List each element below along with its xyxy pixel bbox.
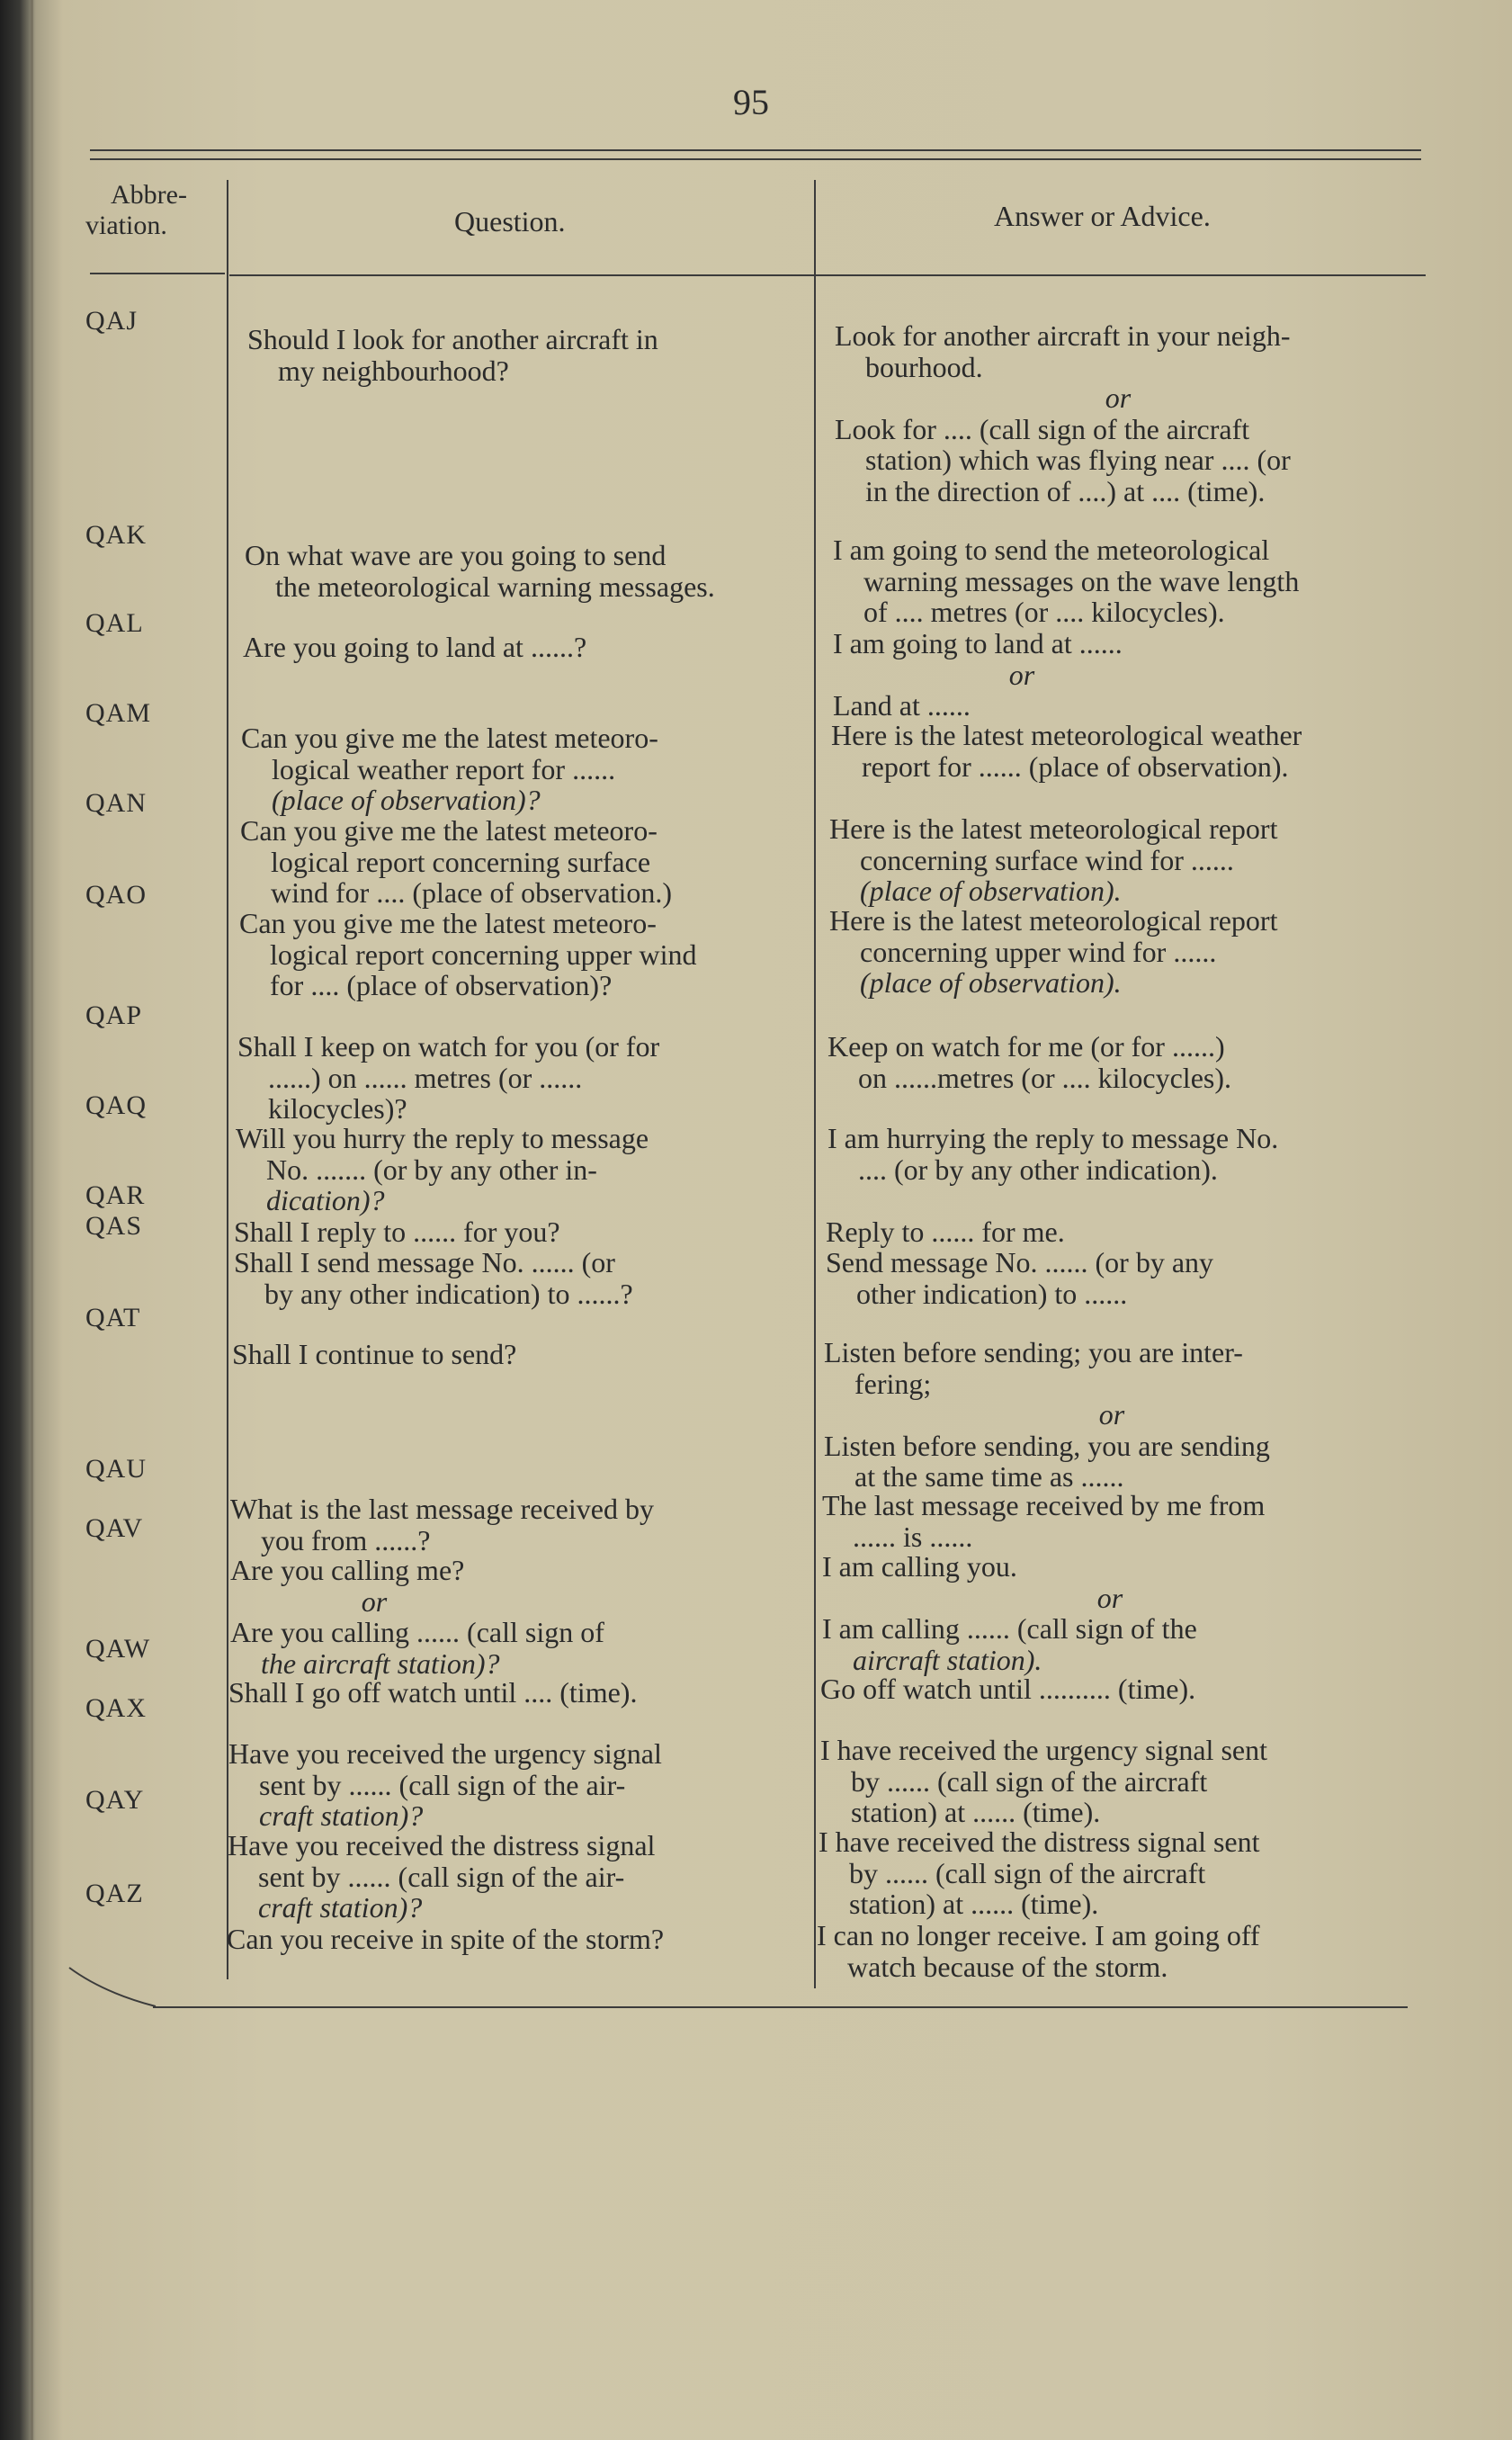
- question-header: Question.: [454, 205, 566, 238]
- question-line: for .... (place of observation)?: [270, 969, 613, 1001]
- question-line: Can you receive in spite of the storm?: [227, 1923, 665, 1955]
- answer-or: or: [1096, 1581, 1123, 1614]
- answer-QAM: [831, 720, 1434, 782]
- abbreviation-QAV: QAV: [85, 1513, 144, 1543]
- answer-QAS: [826, 1247, 1428, 1309]
- question-line: craft station)?: [258, 1891, 423, 1924]
- answer-line: watch because of the storm.: [847, 1950, 1168, 1983]
- answer-line: I am hurrying the reply to message No.: [828, 1122, 1279, 1154]
- answer-QAY: [819, 1826, 1421, 1920]
- answer-line: station) at ...... (time).: [849, 1888, 1099, 1920]
- question-line: Have you received the urgency signal: [228, 1737, 662, 1770]
- column-divider-left: [227, 180, 228, 1979]
- answer-line: station) which was flying near .... (or: [865, 444, 1291, 476]
- question-QAK: [245, 540, 811, 602]
- question-line: Are you calling me?: [230, 1554, 465, 1586]
- question-line: wind for .... (place of observation.): [271, 876, 673, 909]
- abbreviation-QAK: QAK: [85, 520, 147, 550]
- question-line: On what wave are you going to send: [245, 539, 667, 571]
- abbreviation-QAZ: QAZ: [85, 1879, 144, 1908]
- answer-line: station) at ...... (time).: [851, 1796, 1101, 1828]
- answer-QAO: [829, 905, 1432, 999]
- question-line: Shall I go off watch until .... (time).: [228, 1676, 638, 1709]
- answer-line: Listen before sending; you are inter-: [824, 1336, 1243, 1368]
- answer-line: report for ...... (place of observation).: [862, 749, 1289, 783]
- answer-line: at the same time as ......: [854, 1460, 1124, 1493]
- answer-QAK: [833, 534, 1436, 628]
- answer-QAR: [826, 1216, 1428, 1248]
- question-line: Have you received the distress signal: [228, 1829, 656, 1861]
- answer-line: concerning surface wind for ......: [860, 843, 1234, 876]
- answer-line: on ......metres (or .... kilocycles).: [858, 1061, 1231, 1094]
- answer-line: aircraft station).: [853, 1643, 1042, 1676]
- question-line: Can you give me the latest meteoro-: [239, 907, 657, 939]
- question-QAX: [228, 1738, 795, 1832]
- answer-line: fering;: [854, 1367, 932, 1400]
- answer-QAN: [829, 813, 1432, 907]
- page-binding-edge: [31, 0, 33, 2440]
- question-line: sent by ...... (call sign of the air-: [259, 1768, 626, 1801]
- abbreviation-QAR: QAR: [85, 1180, 146, 1210]
- top-rule-2: [90, 158, 1421, 160]
- answer-line: by ...... (call sign of the aircraft: [851, 1764, 1208, 1798]
- answer-line: I have received the urgency signal sent: [820, 1734, 1267, 1766]
- answer-line: I am going to send the meteorological: [833, 534, 1270, 566]
- answer-QAL: [833, 628, 1436, 722]
- question-QAV: [230, 1555, 797, 1679]
- answer-line: Keep on watch for me (or for ......): [828, 1030, 1225, 1063]
- question-line: Shall I keep on watch for you (or for: [237, 1030, 660, 1063]
- question-line: Are you going to land at ......?: [243, 631, 587, 663]
- bottom-rule: [153, 2006, 1408, 2008]
- answer-line: I am calling you.: [822, 1550, 1017, 1583]
- answer-or: or: [1008, 658, 1035, 691]
- question-QAT: [232, 1339, 799, 1370]
- question-QAO: [239, 908, 806, 1001]
- answer-line: Send message No. ...... (or by any: [826, 1246, 1214, 1278]
- question-QAZ: [227, 1924, 793, 1955]
- answer-line: I am going to land at ......: [833, 627, 1123, 659]
- abbreviation-QAX: QAX: [85, 1693, 147, 1723]
- answer-QAT: [824, 1337, 1427, 1493]
- question-QAQ: [236, 1123, 802, 1216]
- question-line: Can you give me the latest meteoro-: [241, 722, 658, 754]
- question-line: craft station)?: [259, 1799, 424, 1832]
- question-line: Can you give me the latest meteoro-: [240, 814, 658, 847]
- answer-line: Here is the latest meteorological report: [829, 812, 1278, 845]
- abbreviation-QAU: QAU: [85, 1454, 147, 1484]
- answer-QAV: [822, 1551, 1425, 1675]
- answer-QAJ: [835, 320, 1437, 507]
- question-line: Shall I reply to ...... for you?: [234, 1216, 560, 1248]
- question-QAY: [228, 1830, 794, 1924]
- answer-line: Here is the latest meteorological report: [829, 904, 1278, 937]
- top-rule-1: [90, 149, 1421, 151]
- question-QAM: [241, 722, 808, 816]
- question-QAS: [234, 1247, 801, 1309]
- answer-QAU: [822, 1490, 1425, 1552]
- question-line: ......) on ...... metres (or ......: [268, 1061, 583, 1094]
- answer-line: I am calling ...... (call sign of the: [822, 1612, 1197, 1645]
- question-line: you from ......?: [261, 1523, 431, 1556]
- question-QAU: [230, 1494, 797, 1556]
- answer-QAW: [820, 1673, 1423, 1705]
- answer-line: (place of observation).: [860, 875, 1122, 907]
- answer-QAP: [828, 1031, 1430, 1093]
- question-line: dication)?: [266, 1184, 385, 1216]
- answer-or: or: [1105, 381, 1132, 414]
- abbreviation-QAL: QAL: [85, 608, 144, 638]
- answer-header: Answer or Advice.: [994, 200, 1211, 232]
- abbreviation-QAM: QAM: [85, 698, 152, 728]
- abbreviation-QAT: QAT: [85, 1303, 141, 1332]
- abbreviation-QAP: QAP: [85, 1000, 143, 1030]
- abbreviation-QAY: QAY: [85, 1785, 145, 1815]
- answer-or: or: [1098, 1398, 1125, 1431]
- answer-line: .... (or by any other indication).: [858, 1153, 1218, 1186]
- question-QAN: [240, 815, 807, 909]
- question-line: logical report concerning upper wind: [270, 937, 697, 971]
- question-line: Are you calling ...... (call sign of: [230, 1616, 604, 1648]
- question-line: my neighbourhood?: [278, 354, 509, 387]
- abbreviation-QAQ: QAQ: [85, 1090, 147, 1120]
- answer-line: Look for .... (call sign of the aircraft: [835, 412, 1250, 445]
- answer-line: concerning upper wind for ......: [860, 935, 1217, 968]
- abbreviation-header-line: Abbre-: [111, 180, 187, 210]
- question-QAJ: [247, 324, 814, 386]
- answer-line: in the direction of ....) at .... (time).: [865, 474, 1266, 507]
- question-line: by any other indication) to ......?: [264, 1277, 633, 1310]
- column-divider-right: [814, 180, 816, 1988]
- answer-line: Land at ......: [833, 689, 971, 722]
- answer-line: I can no longer receive. I am going off: [817, 1919, 1260, 1951]
- bottom-rule-curve: [67, 1966, 157, 2011]
- answer-line: warning messages on the wave length: [863, 564, 1300, 597]
- question-line: Shall I continue to send?: [232, 1338, 517, 1370]
- question-line: the aircraft station)?: [261, 1646, 500, 1680]
- answer-line: The last message received by me from: [822, 1489, 1266, 1521]
- answer-line: bourhood.: [865, 350, 983, 383]
- question-line: Will you hurry the reply to message: [236, 1122, 649, 1154]
- question-QAW: [228, 1677, 795, 1709]
- question-line: What is the last message received by: [230, 1493, 654, 1525]
- question-line: logical report concerning surface: [271, 845, 651, 878]
- answer-line: Go off watch until .......... (time).: [820, 1673, 1196, 1705]
- abbreviation-QAW: QAW: [85, 1634, 151, 1664]
- question-line: kilocycles)?: [268, 1092, 407, 1125]
- abbreviation-QAO: QAO: [85, 880, 147, 910]
- header-rule-abbr: [90, 273, 225, 274]
- abbreviation-QAS: QAS: [85, 1211, 143, 1241]
- question-line: (place of observation)?: [272, 784, 541, 816]
- abbreviation-header: [85, 180, 187, 241]
- header-rule: [229, 274, 1426, 276]
- answer-line: other indication) to ......: [856, 1277, 1128, 1310]
- answer-line: I have received the distress signal sent: [819, 1826, 1260, 1858]
- answer-line: ...... is ......: [853, 1520, 973, 1553]
- question-line: No. ....... (or by any other in-: [266, 1153, 597, 1186]
- abbreviation-QAN: QAN: [85, 788, 147, 818]
- question-QAL: [243, 632, 810, 663]
- abbreviation-header-line: viation.: [85, 211, 167, 240]
- answer-line: Listen before sending, you are sending: [824, 1429, 1270, 1462]
- answer-QAX: [820, 1735, 1423, 1828]
- abbreviation-QAJ: QAJ: [85, 306, 139, 336]
- answer-line: Here is the latest meteorological weather: [831, 719, 1302, 751]
- answer-line: by ...... (call sign of the aircraft: [849, 1856, 1206, 1889]
- answer-line: Look for another aircraft in your neigh-: [835, 319, 1291, 352]
- question-line: Shall I send message No. ...... (or: [234, 1246, 615, 1278]
- answer-line: (place of observation).: [860, 966, 1122, 999]
- answer-line: of .... metres (or .... kilocycles).: [863, 596, 1225, 628]
- answer-QAQ: [828, 1123, 1430, 1185]
- page-number: 95: [733, 82, 769, 122]
- question-or: or: [361, 1584, 388, 1618]
- question-line: the meteorological warning messages.: [275, 570, 715, 603]
- question-QAP: [237, 1031, 804, 1125]
- answer-line: Reply to ...... for me.: [826, 1216, 1065, 1248]
- question-line: logical weather report for ......: [272, 752, 616, 785]
- question-QAR: [234, 1216, 801, 1248]
- question-line: Should I look for another aircraft in: [247, 323, 658, 355]
- question-line: sent by ...... (call sign of the air-: [258, 1860, 625, 1893]
- answer-QAZ: [817, 1920, 1419, 1982]
